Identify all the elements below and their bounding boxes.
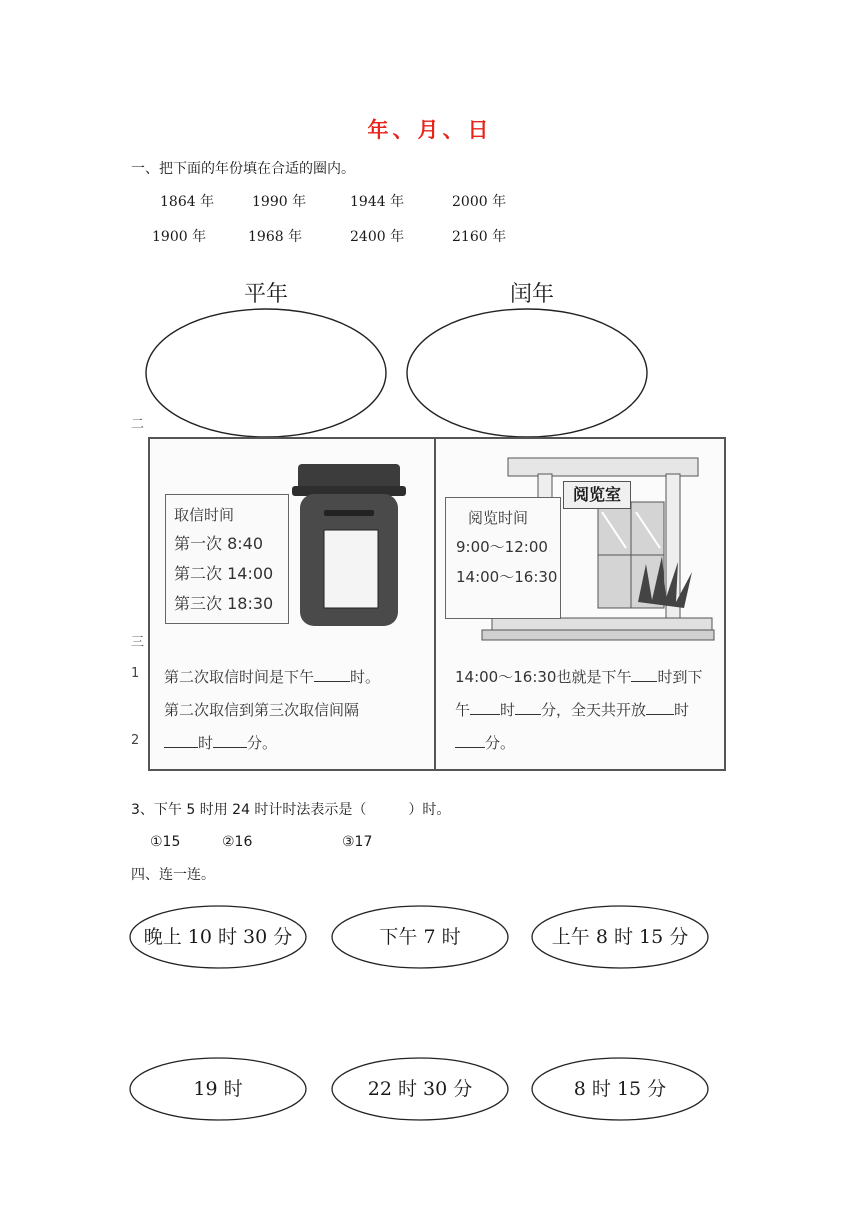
match-item-bottom: 8 时 15 分	[573, 1078, 667, 1100]
reading-time-line: 14:00～16:30	[456, 568, 558, 586]
year-item: 2000 年	[452, 194, 507, 210]
reading-room-sign: 阅览室	[563, 481, 631, 509]
right-question-text: 分，全天共开放	[541, 701, 647, 719]
pickup-notice-heading: 取信时间	[174, 506, 235, 524]
year-item: 1968 年	[248, 229, 303, 245]
match-item-top: 上午 8 时 15 分	[551, 926, 689, 948]
match-item-bottom: 19 时	[193, 1078, 243, 1100]
year-item: 2160 年	[452, 229, 507, 245]
reading-time-line: 9:00～12:00	[456, 538, 548, 556]
edge-mark: 1	[131, 666, 140, 681]
option-1[interactable]: ①15	[150, 834, 181, 850]
edge-mark: 三	[131, 635, 145, 650]
year-item: 1864 年	[160, 194, 215, 210]
section3-question: 3、下午 5 时用 24 时计时法表示是（ ）时。	[131, 802, 451, 818]
right-question-text: 14:00～16:30也就是下午	[455, 668, 632, 686]
pickup-time-line: 第三次 18:30	[174, 594, 274, 613]
edge-mark: 2	[131, 733, 140, 748]
option-2[interactable]: ②16	[222, 834, 253, 850]
right-question-text: 时到下	[657, 668, 703, 686]
reading-notice-heading: 阅览时间	[468, 509, 529, 527]
left-question-text: 时	[198, 734, 214, 752]
year-item: 1990 年	[252, 194, 307, 210]
left-question-text: 分。	[247, 734, 278, 752]
edge-mark: 二	[131, 417, 145, 432]
option-3[interactable]: ③17	[342, 834, 373, 850]
left-question-text: 第二次取信时间是下午	[164, 668, 315, 686]
match-item-bottom: 22 时 30 分	[367, 1078, 473, 1100]
match-item-top: 晚上 10 时 30 分	[143, 926, 293, 948]
match-item-top: 下午 7 时	[379, 926, 461, 948]
pickup-time-line: 第一次 8:40	[174, 534, 264, 553]
year-item: 1900 年	[152, 229, 207, 245]
pickup-time-line: 第二次 14:00	[174, 564, 274, 583]
year-item: 1944 年	[350, 194, 405, 210]
section1-heading: 一、把下面的年份填在合适的圈内。	[131, 161, 355, 177]
right-question-text: 分。	[485, 734, 516, 752]
year-item: 2400 年	[350, 229, 405, 245]
right-question-text: 午	[455, 701, 471, 719]
leap-year-label: 闰年	[510, 282, 555, 307]
section4-heading: 四、连一连。	[131, 867, 215, 883]
left-question-text: 时。	[350, 668, 381, 686]
left-question-line: 第二次取信到第三次取信间隔	[164, 701, 360, 719]
right-question-text: 时	[674, 701, 690, 719]
right-question-text: 时	[500, 701, 516, 719]
page-title: 年、月、日	[367, 118, 493, 142]
common-year-label: 平年	[244, 282, 289, 307]
